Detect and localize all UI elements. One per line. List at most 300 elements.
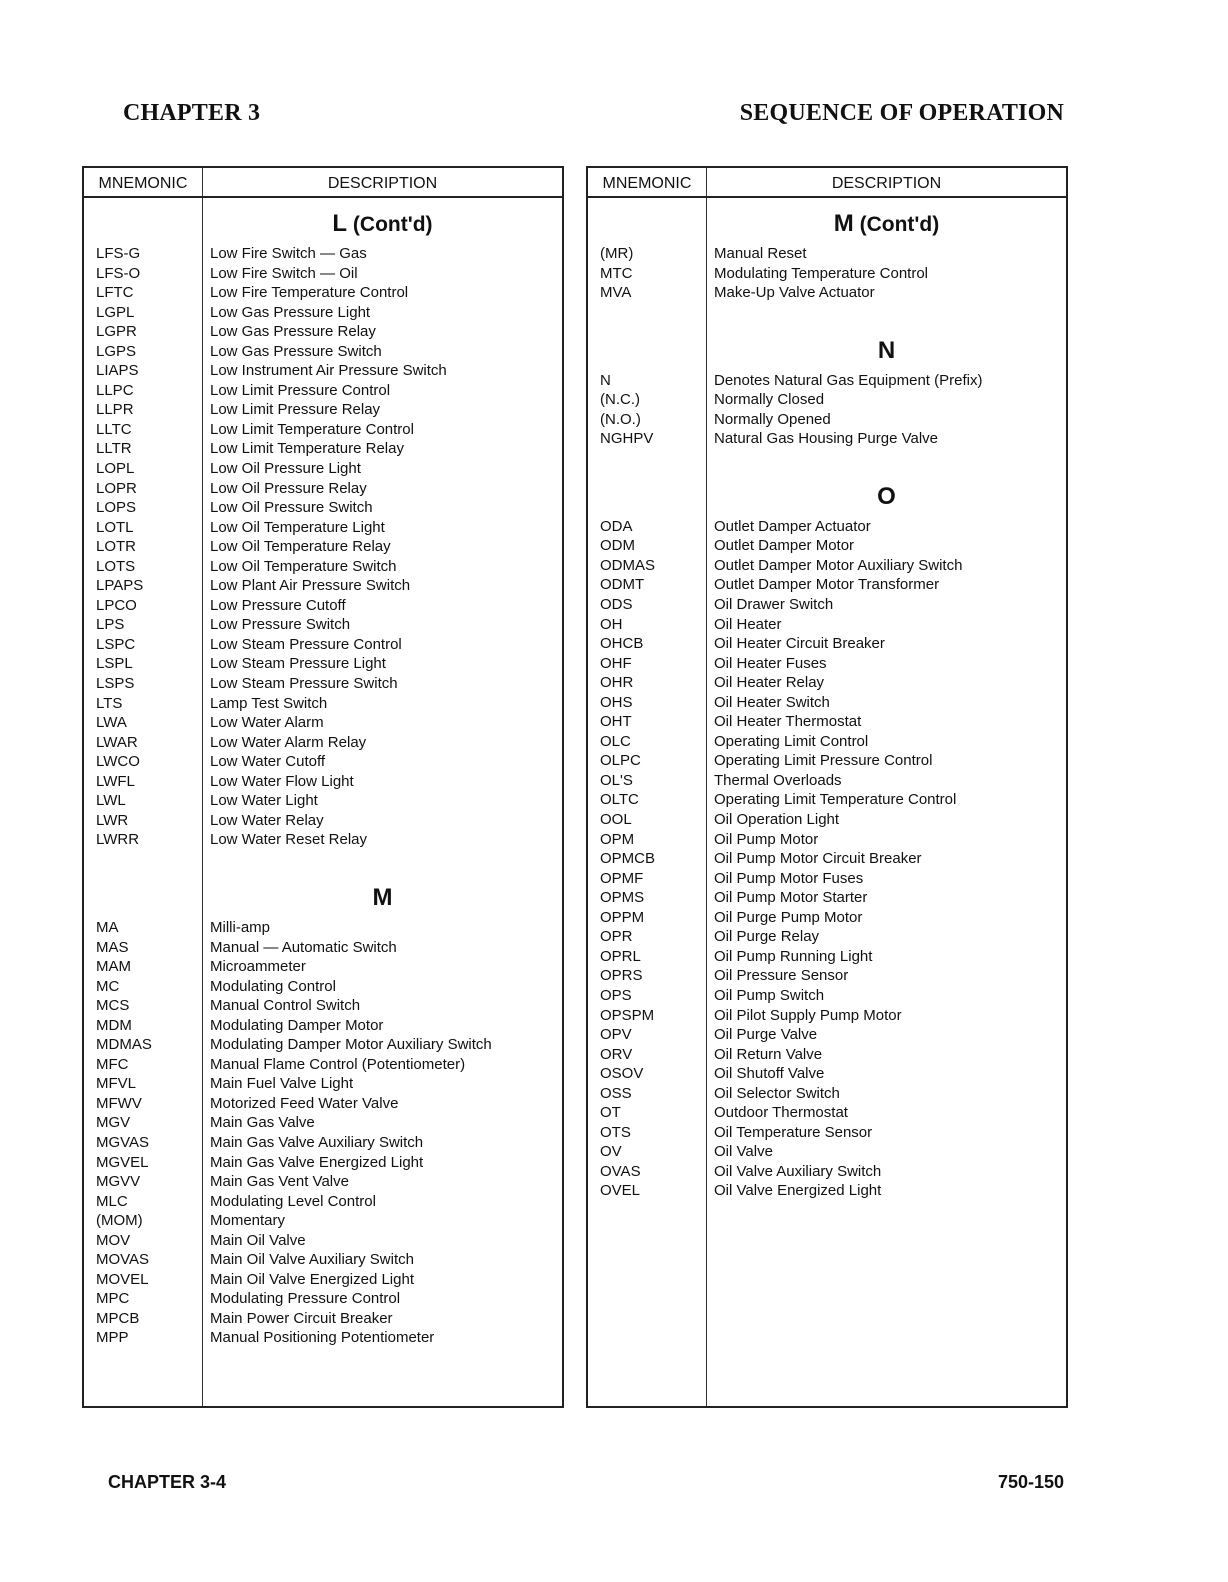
table-row [588, 1181, 1066, 1201]
table-row [84, 957, 562, 977]
description-cell: Low Limit Pressure Control [210, 381, 391, 399]
mnemonic-cell: MA [96, 918, 119, 936]
description-cell: Oil Drawer Switch [714, 596, 834, 614]
description-column-header: DESCRIPTION [327, 175, 438, 192]
mnemonic-cell: MFWV [96, 1094, 142, 1112]
table-row [84, 752, 562, 772]
description-cell: Modulating Temperature Control [714, 264, 929, 282]
mnemonic-cell: MOVAS [96, 1251, 150, 1269]
description-cell: Oil Pilot Supply Pump Motor [714, 1006, 902, 1024]
table-row [588, 536, 1066, 556]
description-cell: Oil Pressure Sensor [714, 967, 849, 985]
mnemonic-cell: OPR [600, 928, 633, 946]
table-row [84, 830, 562, 850]
description-cell: Oil Valve Auxiliary Switch [714, 1162, 882, 1180]
table-row [84, 1055, 562, 1075]
description-cell: Oil Return Valve [714, 1045, 823, 1063]
description-cell: Low Oil Pressure Relay [210, 479, 367, 497]
mnemonic-cell: LOPS [96, 499, 137, 517]
description-cell: Low Water Cutoff [210, 753, 326, 771]
mnemonic-cell: OPPM [600, 908, 645, 926]
description-cell: Main Gas Vent Valve [210, 1173, 349, 1191]
table-row [84, 1250, 562, 1270]
table-row [588, 1006, 1066, 1026]
description-cell: Main Gas Valve [210, 1114, 315, 1132]
mnemonic-cell: LLPR [96, 401, 134, 419]
description-cell: Low Oil Temperature Relay [210, 538, 391, 556]
table-row [588, 986, 1066, 1006]
description-cell: Oil Pump Motor Starter [714, 889, 868, 907]
table-row [588, 1142, 1066, 1162]
table-row [84, 576, 562, 596]
table-row [84, 791, 562, 811]
mnemonic-cell: LOPL [96, 460, 135, 478]
description-cell: Low Limit Temperature Relay [210, 440, 404, 458]
description-cell: Low Fire Switch — Gas [210, 245, 367, 262]
table-row [84, 400, 562, 420]
description-cell: Modulating Damper Motor [210, 1016, 384, 1034]
table-row [84, 635, 562, 655]
table-row [588, 264, 1066, 284]
table-row [84, 1328, 562, 1348]
table-row [84, 694, 562, 714]
description-cell: Modulating Level Control [210, 1192, 376, 1210]
description-cell: Low Water Reset Relay [210, 831, 368, 849]
mnemonic-column-header: MNEMONIC [602, 175, 692, 192]
document-number: 750-150 [997, 1472, 1064, 1492]
description-cell: Operating Limit Temperature Control [714, 791, 957, 809]
table-row [588, 908, 1066, 928]
table-row [588, 732, 1066, 752]
description-cell: Momentary [210, 1212, 286, 1230]
table-row [588, 849, 1066, 869]
mnemonic-cell: OPRS [600, 967, 643, 985]
table-row [588, 244, 1066, 264]
mnemonic-cell: LPAPS [96, 577, 144, 595]
mnemonic-cell: OPSPM [600, 1006, 655, 1024]
description-cell: Manual Flame Control (Potentiometer) [210, 1055, 466, 1073]
mnemonic-cell: LOPR [96, 479, 137, 497]
table-row [588, 810, 1066, 830]
table-row [84, 1270, 562, 1290]
description-cell: Low Instrument Air Pressure Switch [210, 362, 447, 380]
section-header: SEQUENCE OF OPERATION [739, 100, 1064, 126]
mnemonic-cell: ODM [600, 537, 635, 555]
table-row [84, 264, 562, 284]
table-row [84, 244, 562, 264]
description-cell: Outlet Damper Actuator [714, 517, 871, 535]
description-cell: Outlet Damper Motor [714, 537, 855, 555]
table-row [588, 634, 1066, 654]
mnemonic-cell: OLTC [600, 791, 639, 809]
description-cell: Main Gas Valve Auxiliary Switch [210, 1133, 424, 1151]
description-cell: Manual Reset [714, 245, 807, 262]
table-row [84, 938, 562, 958]
description-cell: Natural Gas Housing Purge Valve [714, 430, 939, 448]
mnemonic-cell: OHF [600, 654, 632, 672]
table-row [84, 1133, 562, 1153]
table-row [588, 830, 1066, 850]
table-row [84, 1094, 562, 1114]
description-cell: Oil Heater Switch [714, 693, 830, 711]
mnemonic-column-header: MNEMONIC [98, 175, 188, 192]
section-spacer [84, 850, 562, 872]
mnemonic-cell: MFVL [96, 1075, 137, 1093]
mnemonic-cell: (N.C.) [600, 391, 640, 409]
description-cell: Oil Purge Relay [714, 928, 820, 946]
table-header [588, 168, 1066, 198]
description-cell: Low Gas Pressure Relay [210, 323, 376, 341]
description-cell: Oil Pump Switch [714, 986, 825, 1004]
description-cell: Oil Pump Running Light [714, 947, 873, 965]
description-cell: Manual Control Switch [210, 997, 361, 1015]
description-cell: Outlet Damper Motor Transformer [714, 576, 940, 594]
table-row [84, 439, 562, 459]
description-cell: Manual — Automatic Switch [210, 938, 397, 956]
table-row [84, 459, 562, 479]
description-cell: Oil Operation Light [714, 811, 840, 829]
description-cell: Operating Limit Pressure Control [714, 752, 933, 770]
description-cell: Low Fire Switch — Oil [210, 264, 358, 282]
mnemonic-cell: MAS [96, 938, 129, 956]
description-cell: Main Fuel Valve Light [210, 1075, 354, 1093]
section-heading [588, 331, 1066, 371]
description-cell: Normally Opened [714, 410, 831, 428]
section-heading [84, 878, 562, 918]
mnemonic-cell: LOTS [96, 557, 136, 575]
description-cell: Low Gas Pressure Light [210, 303, 371, 321]
mnemonic-cell: MGVAS [96, 1133, 150, 1151]
table-row [84, 283, 562, 303]
mnemonic-cell: OPMS [600, 889, 645, 907]
description-cell: Modulating Damper Motor Auxiliary Switch [210, 1036, 492, 1054]
description-cell: Oil Valve Energized Light [714, 1182, 882, 1200]
mnemonic-cell: MPCB [96, 1309, 140, 1327]
description-cell: Oil Heater Circuit Breaker [714, 635, 885, 653]
mnemonic-cell: MLC [96, 1192, 128, 1210]
table-row [84, 498, 562, 518]
table-row [84, 713, 562, 733]
mnemonic-cell: OSOV [600, 1065, 644, 1083]
table-row [84, 1074, 562, 1094]
mnemonic-cell: (MR) [600, 245, 634, 262]
description-cell: Low Water Alarm Relay [210, 733, 367, 751]
description-cell: Oil Heater Relay [714, 674, 825, 692]
mnemonic-cell: LSPS [96, 675, 135, 693]
description-cell: Normally Closed [714, 391, 825, 409]
mnemonic-cell: LGPS [96, 342, 137, 360]
mnemonic-cell: LTS [96, 694, 123, 712]
table-row [588, 283, 1066, 303]
table-row [588, 429, 1066, 449]
description-cell: Oil Heater [714, 615, 782, 633]
mnemonic-cell: OOL [600, 811, 632, 829]
mnemonic-cell: OV [600, 1143, 622, 1161]
table-row [84, 596, 562, 616]
mnemonic-cell: MVA [600, 284, 632, 302]
table-row [588, 751, 1066, 771]
description-cell: Main Oil Valve Energized Light [210, 1270, 414, 1288]
mnemonic-cell: OPS [600, 986, 632, 1004]
table-row [588, 1064, 1066, 1084]
mnemonic-cell: LWAR [96, 733, 138, 751]
section-heading [84, 204, 562, 244]
table-row [84, 615, 562, 635]
table-row [84, 420, 562, 440]
description-cell: Main Gas Valve Energized Light [210, 1153, 424, 1171]
description-cell: Low Oil Temperature Light [210, 518, 385, 536]
mnemonic-cell: LFTC [96, 284, 134, 302]
table-row [84, 1153, 562, 1173]
table-row [84, 733, 562, 753]
description-cell: Outlet Damper Motor Auxiliary Switch [714, 556, 963, 574]
table-row [84, 518, 562, 538]
description-cell: Modulating Control [210, 977, 336, 995]
mnemonic-cell: (N.O.) [600, 410, 641, 428]
table-row [588, 947, 1066, 967]
description-cell: Operating Limit Control [714, 732, 869, 750]
description-cell: Outdoor Thermostat [714, 1104, 848, 1122]
mnemonic-cell: MAM [96, 958, 131, 976]
mnemonic-cell: OTS [600, 1123, 631, 1141]
description-cell: Low Pressure Switch [210, 616, 351, 634]
mnemonic-cell: MC [96, 977, 120, 995]
mnemonic-cell: LFS-O [96, 264, 141, 282]
description-cell: Low Steam Pressure Switch [210, 675, 398, 693]
table-row [588, 1025, 1066, 1045]
description-cell: Oil Pump Motor Circuit Breaker [714, 850, 922, 868]
mnemonic-cell: LIAPS [96, 362, 139, 380]
description-cell: Lamp Test Switch [210, 694, 328, 712]
description-cell: Low Oil Pressure Light [210, 460, 361, 478]
section-letter: M [372, 883, 393, 911]
description-cell: Low Water Relay [210, 811, 324, 829]
mnemonic-cell: (MOM) [96, 1212, 143, 1230]
table-row [84, 1016, 562, 1036]
mnemonic-cell: LSPC [96, 635, 136, 653]
description-cell: Oil Purge Valve [714, 1026, 818, 1044]
table-row [84, 1172, 562, 1192]
mnemonic-cell: LWRR [96, 831, 140, 849]
table-row [84, 977, 562, 997]
description-cell: Low Water Alarm [210, 714, 324, 732]
mnemonic-cell: MTC [600, 264, 633, 282]
description-cell: Milli-amp [210, 918, 270, 936]
mnemonic-cell: N [600, 371, 611, 389]
table-row [588, 556, 1066, 576]
mnemonic-cell: OPRL [600, 947, 641, 965]
table-row [588, 1123, 1066, 1143]
table-row [588, 888, 1066, 908]
description-cell: Low Oil Pressure Switch [210, 499, 373, 517]
description-cell: Oil Temperature Sensor [714, 1123, 873, 1141]
mnemonic-cell: ODS [600, 596, 633, 614]
description-cell: Main Oil Valve Auxiliary Switch [210, 1251, 414, 1269]
mnemonic-cell: MGVV [96, 1173, 141, 1191]
table-row [84, 1035, 562, 1055]
description-cell: Manual Positioning Potentiometer [210, 1329, 435, 1347]
table-row [84, 1231, 562, 1251]
table-row [588, 693, 1066, 713]
description-cell: Low Limit Temperature Control [210, 420, 414, 438]
mnemonic-cell: ODMT [600, 576, 645, 594]
mnemonic-cell: LWR [96, 811, 129, 829]
table-row [84, 654, 562, 674]
section-spacer [588, 449, 1066, 471]
mnemonic-cell: LOTR [96, 538, 137, 556]
description-cell: Main Oil Valve [210, 1231, 306, 1249]
mnemonic-cell: LLPC [96, 381, 134, 399]
table-row [84, 918, 562, 938]
right-mnemonic-table [586, 166, 1068, 1408]
description-cell: Low Steam Pressure Control [210, 635, 402, 653]
description-cell: Make-Up Valve Actuator [714, 284, 875, 302]
mnemonic-cell: LPCO [96, 596, 137, 614]
mnemonic-cell: OL'S [600, 771, 633, 789]
table-row [588, 371, 1066, 391]
description-column-header: DESCRIPTION [831, 175, 942, 192]
mnemonic-cell: OHS [600, 693, 633, 711]
table-row [84, 996, 562, 1016]
description-cell: Low Steam Pressure Light [210, 655, 386, 673]
table-row [588, 517, 1066, 537]
table-row [588, 869, 1066, 889]
mnemonic-cell: OHT [600, 713, 632, 731]
mnemonic-cell: MOVEL [96, 1270, 149, 1288]
mnemonic-cell: OPM [600, 830, 635, 848]
section-suffix: (Cont'd) [853, 213, 940, 236]
mnemonic-cell: LWCO [96, 753, 140, 771]
mnemonic-cell: OLPC [600, 752, 641, 770]
mnemonic-cell: OSS [600, 1084, 632, 1102]
mnemonic-cell: ODA [600, 517, 633, 535]
description-cell: Oil Heater Thermostat [714, 713, 862, 731]
mnemonic-cell: LGPR [96, 323, 137, 341]
table-row [588, 390, 1066, 410]
mnemonic-cell: LWFL [96, 772, 135, 790]
mnemonic-cell: OH [600, 615, 623, 633]
section-heading [588, 477, 1066, 517]
table-row [84, 342, 562, 362]
description-cell: Low Fire Temperature Control [210, 284, 409, 302]
mnemonic-cell: LLTC [96, 420, 132, 438]
table-row [84, 537, 562, 557]
table-row [588, 654, 1066, 674]
description-cell: Oil Valve [714, 1143, 773, 1161]
description-cell: Oil Pump Motor [714, 830, 819, 848]
mnemonic-cell: MDM [96, 1016, 132, 1034]
table-row [84, 322, 562, 342]
description-cell: Denotes Natural Gas Equipment (Prefix) [714, 371, 983, 389]
description-cell: Low Oil Temperature Switch [210, 557, 397, 575]
section-spacer [588, 303, 1066, 325]
mnemonic-cell: OT [600, 1104, 621, 1122]
description-cell: Thermal Overloads [714, 771, 842, 789]
mnemonic-cell: LOTL [96, 518, 134, 536]
section-letter: O [877, 482, 896, 510]
section-letter: L [332, 210, 348, 237]
page-number: CHAPTER 3-4 [108, 1472, 227, 1492]
mnemonic-cell: OPV [600, 1026, 632, 1044]
section-heading [588, 204, 1066, 244]
mnemonic-cell: OPMF [600, 869, 644, 887]
description-cell: Oil Purge Pump Motor [714, 908, 863, 926]
mnemonic-cell: MOV [96, 1231, 131, 1249]
description-cell: Modulating Pressure Control [210, 1290, 401, 1308]
description-cell: Oil Selector Switch [714, 1084, 840, 1102]
table-row [588, 1103, 1066, 1123]
table-row [588, 1045, 1066, 1065]
mnemonic-cell: OPMCB [600, 850, 656, 868]
description-cell: Low Water Flow Light [210, 772, 354, 790]
table-row [588, 1084, 1066, 1104]
mnemonic-cell: MDMAS [96, 1036, 152, 1054]
mnemonic-cell: OLC [600, 732, 631, 750]
table-row [84, 381, 562, 401]
table-row [588, 410, 1066, 430]
table-row [588, 575, 1066, 595]
description-cell: Oil Pump Motor Fuses [714, 869, 864, 887]
section-letter: M [833, 210, 854, 237]
table-row [84, 1289, 562, 1309]
table-row [588, 927, 1066, 947]
mnemonic-cell: MCS [96, 997, 130, 1015]
description-cell: Main Power Circuit Breaker [210, 1309, 393, 1327]
mnemonic-cell: LGPL [96, 303, 135, 321]
table-row [588, 712, 1066, 732]
description-cell: Motorized Feed Water Valve [210, 1094, 399, 1112]
mnemonic-cell: MGVEL [96, 1153, 149, 1171]
table-row [84, 772, 562, 792]
mnemonic-cell: MPP [96, 1329, 129, 1347]
table-row [84, 557, 562, 577]
chapter-header: CHAPTER 3 [123, 100, 261, 126]
section-letter: N [877, 336, 896, 364]
mnemonic-cell: LPS [96, 616, 125, 634]
mnemonic-cell: MGV [96, 1114, 131, 1132]
mnemonic-cell: LWA [96, 714, 127, 732]
table-row [84, 361, 562, 381]
table-row [588, 966, 1066, 986]
description-cell: Low Water Light [210, 792, 318, 810]
mnemonic-cell: OHCB [600, 635, 644, 653]
table-row [84, 479, 562, 499]
description-cell: Low Limit Pressure Relay [210, 401, 381, 419]
description-cell: Oil Heater Fuses [714, 654, 827, 672]
mnemonic-cell: MPC [96, 1290, 130, 1308]
section-suffix: (Cont'd) [347, 213, 433, 236]
table-body [84, 198, 562, 1348]
table-header [84, 168, 562, 198]
description-cell: Low Plant Air Pressure Switch [210, 577, 411, 595]
mnemonic-cell: LSPL [96, 655, 133, 673]
description-cell: Low Gas Pressure Switch [210, 342, 382, 360]
table-row [588, 790, 1066, 810]
table-row [588, 771, 1066, 791]
table-row [588, 595, 1066, 615]
table-row [84, 1211, 562, 1231]
description-cell: Low Pressure Cutoff [210, 596, 346, 614]
mnemonic-cell: OVAS [600, 1162, 641, 1180]
table-row [84, 1192, 562, 1212]
table-row [84, 811, 562, 831]
table-row [588, 1162, 1066, 1182]
description-cell: Microammeter [210, 958, 306, 976]
table-body [588, 198, 1066, 1201]
mnemonic-cell: MFC [96, 1055, 129, 1073]
table-row [84, 1309, 562, 1329]
table-row [588, 615, 1066, 635]
